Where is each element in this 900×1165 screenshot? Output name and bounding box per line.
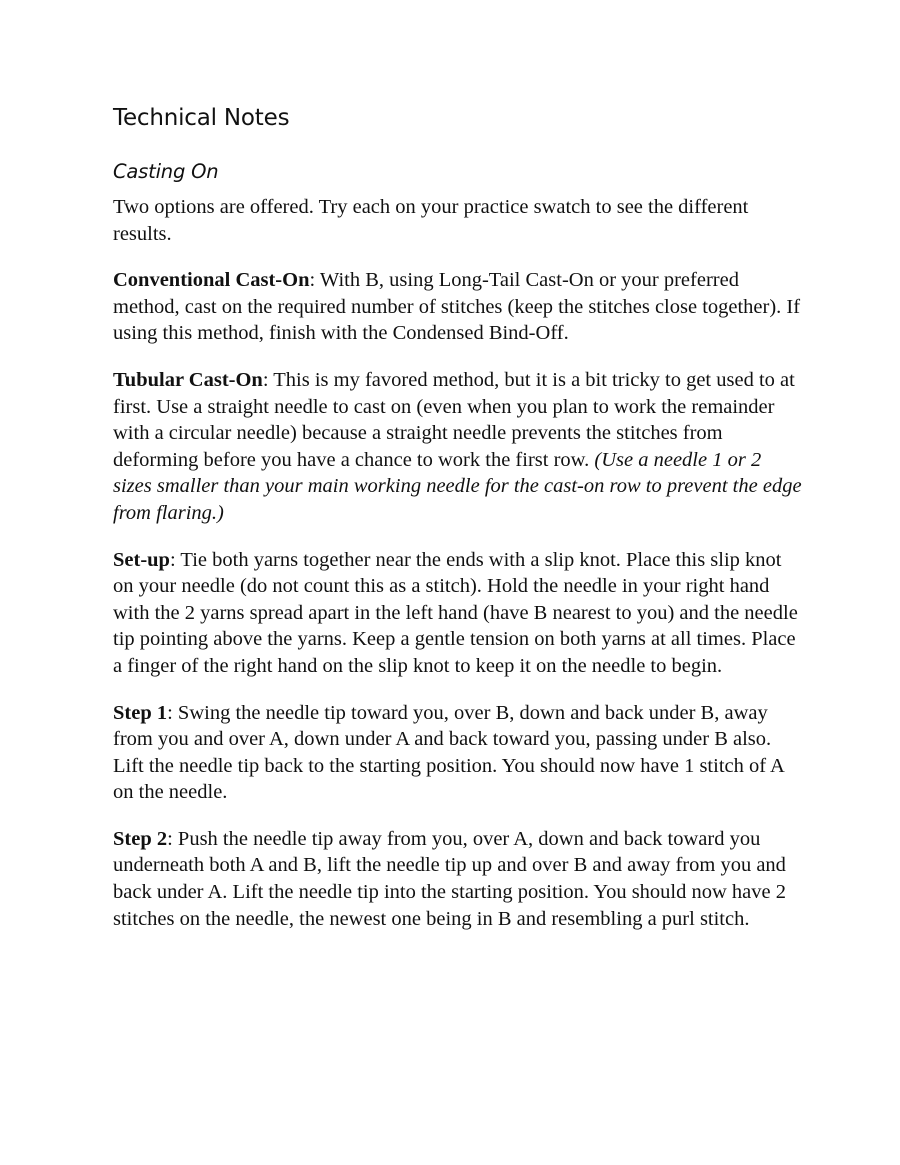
paragraph-conventional-cast-on — [113, 267, 803, 347]
paragraph-text: : Push the needle tip away from you, over A, down and back toward you underneath both A and B, lift the needle tip up and over B and away from you and back under A. Lift the needle tip into the starting position. You should now have 2 stitches on the needle, the newest one being in B and resembling a purl stitch. — [113, 827, 786, 930]
paragraph-tubular-cast-on — [113, 367, 803, 527]
intro-paragraph: Two options are offered. Try each on your practice swatch to see the different results. — [113, 196, 749, 245]
paragraph-step-2 — [113, 826, 803, 932]
paragraph-text: : With B, using Long-Tail Cast-On or your preferred method, cast on the required number of stitches (keep the stitches close together). If using this method, finish with the Condensed Bind-Off. — [113, 269, 801, 345]
paragraph-text: : Swing the needle tip toward you, over B, down and back under B, away from you and over A, down under A and back toward you, passing under B also. Lift the needle tip back to the starting position. You should now have 1 stitch of A on the needle. — [113, 701, 784, 804]
paragraph-step-1 — [113, 700, 803, 806]
paragraph-term: Set-up — [113, 548, 170, 571]
paragraph-note: (Use a needle 1 or 2 sizes smaller than your main working needle for the cast-on row to prevent the edge from flaring.) — [113, 448, 802, 524]
paragraph-text: : This is my favored method, but it is a bit tricky to get used to at first. Use a straight needle to cast on (even when you plan to work the remainder with a circular needle) because a straight needle prevents the stitches from deforming before you have a chance to work the first row. — [113, 368, 795, 471]
paragraph-set-up — [113, 547, 803, 680]
paragraph-term: Step 1 — [113, 701, 168, 724]
paragraph-term: Step 2 — [113, 827, 168, 850]
paragraph-term: Tubular Cast-On — [113, 368, 263, 391]
paragraph-text: : Tie both yarns together near the ends with a slip knot. Place this slip knot on your needle (do not count this as a stitch). Hold the needle in your right hand with the 2 yarns spread apart in the left hand (have B nearest to you) and the needle tip pointing above the yarns. Keep a gentle tension on both yarns at all times. Place a finger of the right hand on the slip knot to keep it on the needle to begin. — [113, 548, 798, 677]
paragraph-term: Conventional Cast-On — [113, 269, 310, 292]
page-title: Technical Notes — [113, 105, 290, 131]
section-heading: Casting On — [113, 160, 219, 183]
document-page — [113, 100, 803, 932]
